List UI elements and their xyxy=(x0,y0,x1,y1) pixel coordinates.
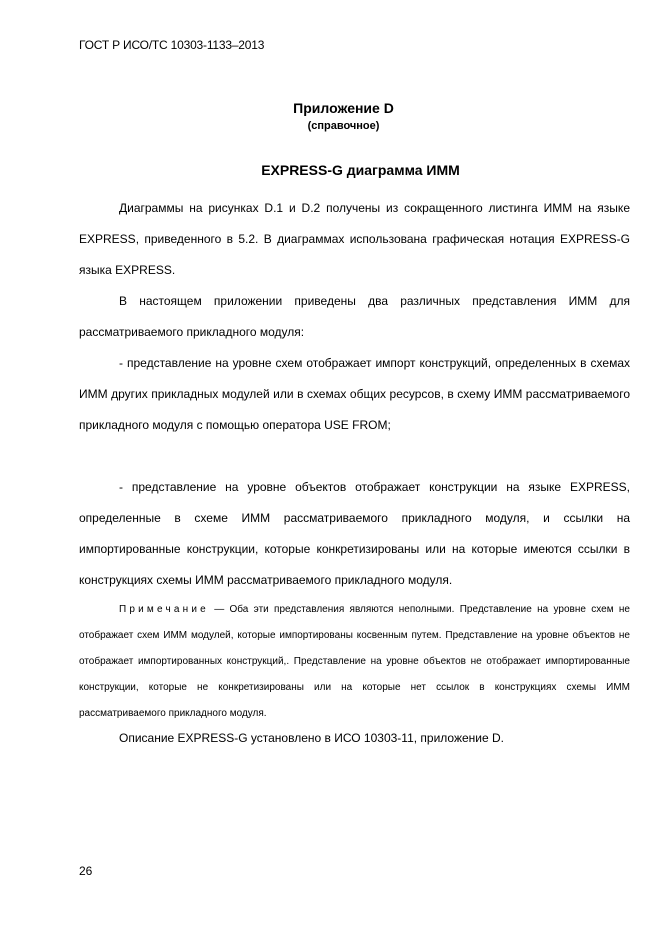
note-text: Оба эти представления являются неполными. Представление на уровне схем не отображает схем ИММ модулей, которые импортированы косвенным путем. Представление на уровне объектов не отображает импортированных конструкций,. Представление на уровне объектов не отображает импортированные конструкции, которые не конкретизированы или на которые нет ссылок в конструкциях схемы ИММ рассматриваемого прикладного модуля. xyxy=(79,604,630,719)
note-block xyxy=(79,597,630,727)
appendix-type: (справочное) xyxy=(307,120,380,132)
note-dash: — xyxy=(208,604,230,615)
list-item-schema-level: - представление на уровне схем отображает импорт конструкций, определенных в схемах ИММ других прикладных модулей или в схемах общих ресурсов, в схему ИММ рассматриваемого прикладного модуля с помощью оператора USE FROM; xyxy=(79,356,630,432)
document-header: ГОСТ Р ИСО/ТС 10303-1133–2013 xyxy=(79,38,265,52)
appendix-title: Приложение D xyxy=(293,100,394,116)
paragraph-representations: В настоящем приложении приведены два различных представления ИММ для рассматриваемого прикладного модуля: xyxy=(79,294,630,339)
list-item-entity-level: - представление на уровне объектов отображает конструкции на языке EXPRESS, определенные в схеме ИММ рассматриваемого прикладного модуля, и ссылки на импортированные конструкции, которые конкретизированы или на которые имеются ссылки в конструкциях схемы ИММ рассматриваемого прикладного модуля. xyxy=(79,480,630,587)
section-heading: EXPRESS-G диаграмма ИММ xyxy=(261,162,460,178)
note-label: Примечание xyxy=(119,604,209,615)
page-number: 26 xyxy=(79,864,93,878)
paragraph-express-g-reference: Описание EXPRESS-G установлено в ИСО 10303-11, приложение D. xyxy=(119,731,504,745)
paragraph-intro: Диаграммы на рисунках D.1 и D.2 получены из сокращенного листинга ИММ на языке EXPRESS, приведенного в 5.2. В диаграммах использована графическая нотация EXPRESS-G языка EXPRESS. xyxy=(79,201,630,277)
